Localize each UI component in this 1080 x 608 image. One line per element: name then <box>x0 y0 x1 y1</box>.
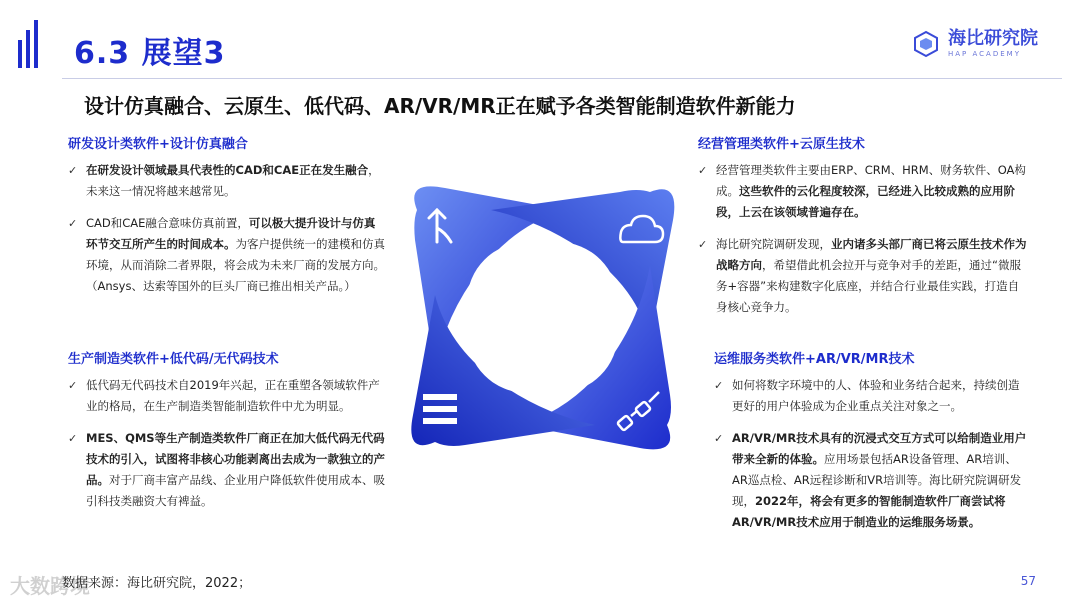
page-number: 57 <box>1020 574 1036 588</box>
list-item: ✓ 经营管理类软件主要由ERP、CRM、HRM、财务软件、OA构成。这些软件的云化程度较深，已经进入比较成熟的应用阶段，上云在该领域普遍存在。 <box>698 160 1030 223</box>
list-item: ✓ 如何将数字环境中的人、体验和业务结合起来，持续创造更好的用户体验成为企业重点关注对象之一。 <box>714 375 1030 417</box>
list-item: ✓ 海比研究院调研发现，业内诸多头部厂商已将云原生技术作为战略方向，希望借此机会拉开与竞争对手的差距，通过“微服务+容器”来构建数字化底座，并结合行业最佳实践，打造自身核心竞争力。 <box>698 234 1030 318</box>
header-divider <box>62 78 1062 79</box>
check-icon: ✓ <box>68 379 78 392</box>
section-title: 经营管理类软件+云原生技术 <box>698 137 865 152</box>
check-icon: ✓ <box>68 432 78 445</box>
check-icon: ✓ <box>68 164 78 177</box>
logo <box>912 30 1038 58</box>
check-icon: ✓ <box>714 432 724 445</box>
logo-name: 海比研究院 <box>948 28 1038 49</box>
section-rd-design <box>68 133 386 308</box>
check-icon: ✓ <box>698 238 708 251</box>
check-icon: ✓ <box>698 164 708 177</box>
list-item: ✓ CAD和CAE融合意味仿真前置，可以极大提升设计与仿真环节交互所产生的时间成本。为客户提供统一的建模和仿真环境，从而消除二者界限，将会成为未来厂商的发展方向。（Ansys、达索等国外的巨头厂商已推出相关产品。） <box>68 213 386 297</box>
list-item: ✓ AR/VR/MR技术具有的沉浸式交互方式可以给制造业用户带来全新的体验。应用场景包括AR设备管理、AR培训、AR巡点检、AR远程诊断和VR培训等。海比研究院调研发现，2022年，将会有更多的智能制造软件厂商尝试将AR/VR/MR技术应用于制造业的运维服务场景。 <box>714 428 1030 533</box>
slide-subtitle: 设计仿真融合、云原生、低代码、AR/VR/MR正在赋予各类智能制造软件新能力 <box>84 94 796 118</box>
section-title: 生产制造类软件+低代码/无代码技术 <box>68 352 279 367</box>
list-item: ✓ MES、QMS等生产制造类软件厂商正在加大低代码无代码技术的引入，试图将非核心功能剥离出去成为一款独立的产品。对于厂商丰富产品线、企业用户降低软件使用成本、吸引科技类融资大有裨益。 <box>68 428 386 512</box>
page-title: 6.3 展望3 <box>74 36 226 71</box>
check-icon: ✓ <box>714 379 724 392</box>
title-decoration <box>18 18 58 68</box>
logo-cube-icon <box>912 30 940 58</box>
section-production <box>68 348 386 523</box>
check-icon: ✓ <box>68 217 78 230</box>
section-management <box>698 133 1030 329</box>
watermark: 大数跨境 <box>10 574 90 598</box>
list-icon <box>423 394 457 424</box>
list-item: ✓ 低代码无代码技术自2019年兴起，正在重塑各领域软件产业的格局，在生产制造类智能制造软件中尤为明显。 <box>68 375 386 417</box>
section-maintenance <box>714 348 1030 544</box>
list-item: ✓ 在研发设计领域最具代表性的CAD和CAE正在发生融合，未来这一情况将越来越常见。 <box>68 160 386 202</box>
data-source: 数据来源：海比研究院，2022； <box>62 576 252 591</box>
section-title: 研发设计类软件+设计仿真融合 <box>68 137 248 152</box>
section-title: 运维服务类软件+AR/VR/MR技术 <box>714 352 915 367</box>
center-graphic <box>405 180 680 455</box>
logo-tagline: HAP ACADEMY <box>948 50 1021 58</box>
